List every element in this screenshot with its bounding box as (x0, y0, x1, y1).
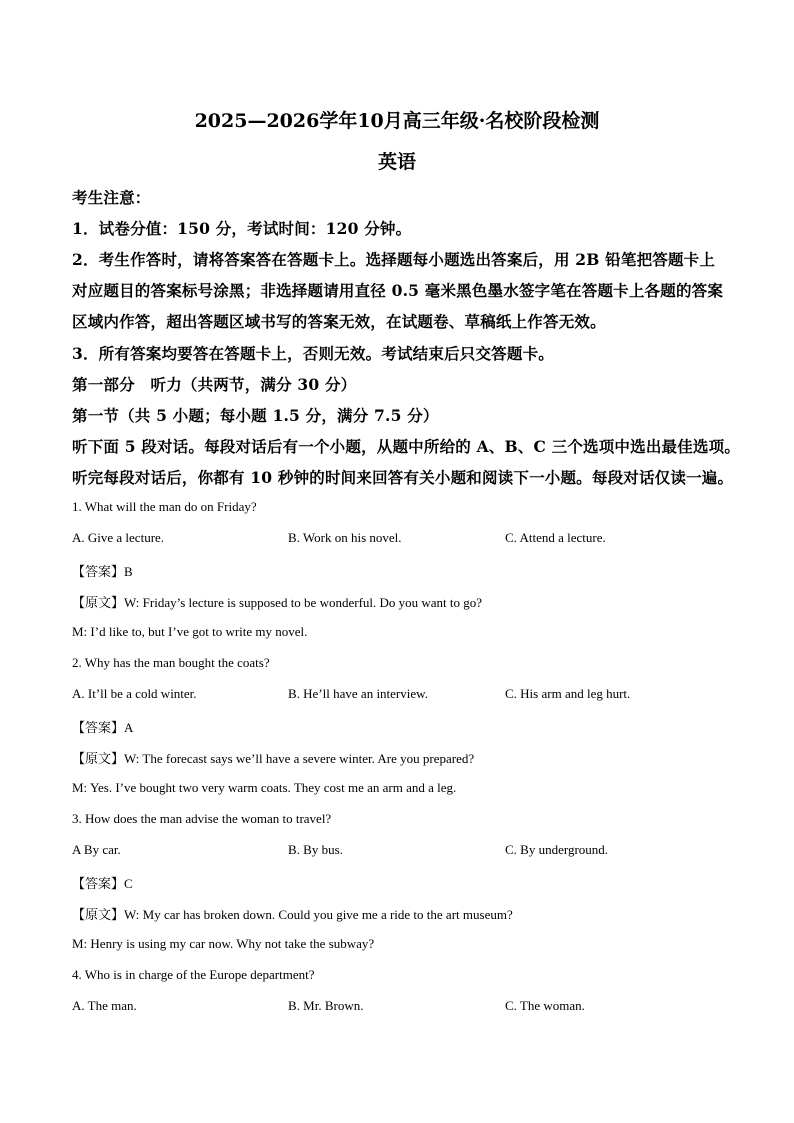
transcript-tag: 【原文】 (72, 596, 125, 611)
answer-tag: 【答案】 (72, 565, 125, 580)
q3-answer (72, 873, 133, 892)
notice-item-2-line-2: 对应题目的答案标号涂黑；非选择题请用直径 0.5 毫米黑色墨水签字笔在答题卡上各题的答案 (72, 281, 724, 300)
question-2: 2. Why has the man bought the coats? (72, 655, 270, 670)
q1-option-c: C. Attend a lecture. (505, 530, 606, 545)
q3-option-b: B. By bus. (288, 842, 343, 857)
notice-item-3: 3．所有答案均要答在答题卡上，否则无效。考试结束后只交答题卡。 (72, 344, 554, 363)
transcript-text: W: Friday’s lecture is supposed to be wonderful. Do you want to go? (124, 595, 483, 610)
subject-title: 英语 (377, 151, 416, 173)
notice-item-1: 1．试卷分值：150 分，考试时间：120 分钟。 (72, 219, 412, 238)
exam-title: 2025—2026学年10月高三年级·名校阶段检测 (194, 110, 600, 132)
transcript-tag: 【原文】 (72, 908, 125, 923)
answer-tag: 【答案】 (72, 877, 125, 892)
instructions-line-1: 听下面 5 段对话。每段对话后有一个小题，从题中所给的 A、B、C 三个选项中选出最佳选项。 (72, 437, 741, 456)
notice-item-2-line-1: 2．考生作答时，请将答案答在答题卡上。选择题每小题选出答案后，用 2B 铅笔把答题卡上 (72, 250, 716, 269)
question-1: 1. What will the man do on Friday? (72, 499, 257, 514)
q2-answer (72, 717, 133, 736)
transcript-text: W: The forecast says we’ll have a severe winter. Are you prepared? (124, 751, 475, 766)
q1-transcript-2: M: I’d like to, but I’ve got to write my novel. (72, 624, 308, 639)
q3-option-a: A By car. (72, 842, 121, 857)
notice-heading: 考生注意： (72, 188, 151, 207)
q4-option-a: A. The man. (72, 998, 137, 1013)
q3-transcript-1 (72, 904, 513, 923)
answer-value: B (124, 564, 133, 579)
q2-transcript-2: M: Yes. I’ve bought two very warm coats. They cost me an arm and a leg. (72, 780, 457, 795)
answer-value: A (124, 720, 134, 735)
q4-option-c: C. The woman. (505, 998, 585, 1013)
q2-option-b: B. He’ll have an interview. (288, 686, 428, 701)
q1-option-b: B. Work on his novel. (288, 530, 402, 545)
q1-option-a: A. Give a lecture. (72, 530, 165, 545)
transcript-text: W: My car has broken down. Could you give me a ride to the art museum? (124, 907, 513, 922)
q1-answer (72, 561, 133, 580)
answer-tag: 【答案】 (72, 721, 125, 736)
q4-option-b: B. Mr. Brown. (288, 998, 364, 1013)
question-4: 4. Who is in charge of the Europe department? (72, 967, 315, 982)
q3-transcript-2: M: Henry is using my car now. Why not take the subway? (72, 936, 375, 951)
q1-transcript-1 (72, 592, 482, 611)
notice-item-2-line-3: 区域内作答，超出答题区域书写的答案无效，在试题卷、草稿纸上作答无效。 (72, 312, 606, 331)
answer-value: C (124, 876, 133, 891)
subpart-heading: 第一节（共 5 小题；每小题 1.5 分，满分 7.5 分） (72, 406, 439, 425)
q3-option-c: C. By underground. (505, 842, 609, 857)
instructions-line-2: 听完每段对话后，你都有 10 秒钟的时间来回答有关小题和阅读下一小题。每段对话仅读一遍。 (72, 468, 734, 487)
q2-option-c: C. His arm and leg hurt. (505, 686, 631, 701)
transcript-tag: 【原文】 (72, 752, 125, 767)
q2-option-a: A. It’ll be a cold winter. (72, 686, 197, 701)
part-heading: 第一部分 听力（共两节，满分 30 分） (72, 375, 357, 394)
q2-transcript-1 (72, 748, 474, 767)
question-3: 3. How does the man advise the woman to travel? (72, 811, 332, 826)
